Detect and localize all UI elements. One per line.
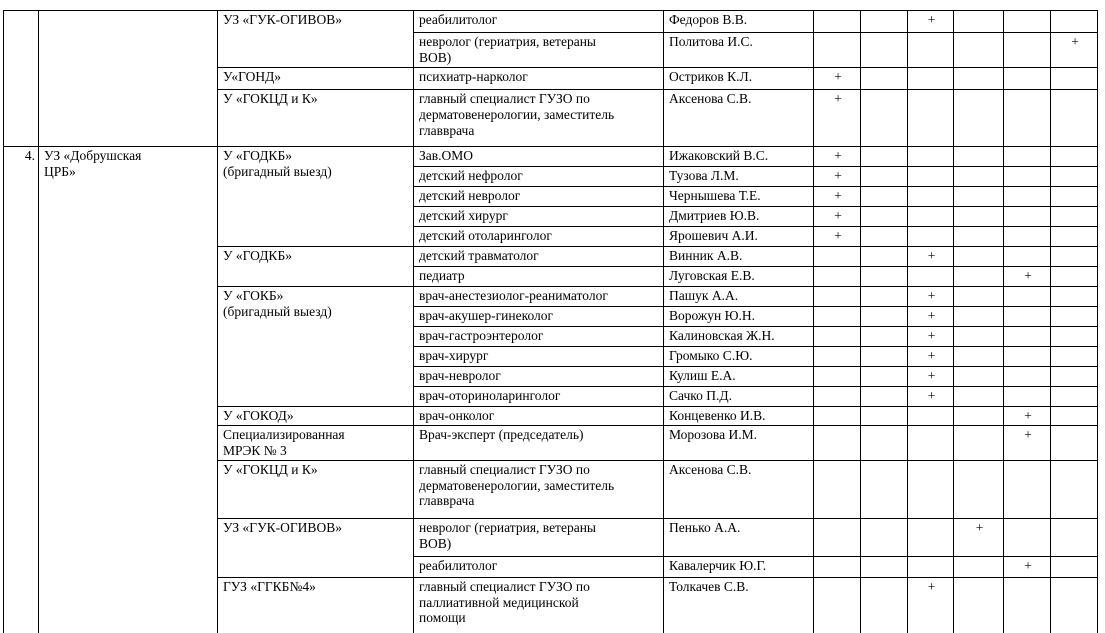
- institution-cell: [218, 425, 414, 460]
- specialist-cell: главный специалист ГУЗО по паллиативной медицинской помощи: [414, 577, 664, 633]
- institution-cell: [218, 89, 414, 146]
- plus-cell-6: [1051, 406, 1098, 425]
- plus-cell-3: +: [908, 346, 954, 366]
- plus-cell-1: +: [814, 89, 861, 146]
- plus-cell-6: [1051, 518, 1098, 556]
- plus-cell-3: +: [908, 286, 954, 306]
- institution-label: У «ГОКБ»: [223, 287, 284, 303]
- specialist-cell: главный специалист ГУЗО по дерматовенерологии, заместитель главврача: [414, 89, 664, 146]
- plus-cell-1: [814, 460, 861, 518]
- plus-cell-6: [1051, 186, 1098, 206]
- plus-cell-6: [1051, 89, 1098, 146]
- institution-label: У «ГОДКБ»: [223, 147, 292, 163]
- plus-cell-2: [861, 460, 908, 518]
- specialist-cell: врач-невролог: [414, 366, 664, 386]
- plus-cell-6: [1051, 166, 1098, 186]
- plus-cell-3: [908, 67, 954, 89]
- plus-cell-3: +: [908, 11, 954, 33]
- name-cell: Сачко П.Д.: [664, 386, 814, 406]
- name-cell: Пашук А.А.: [664, 286, 814, 306]
- institution-cell: [218, 146, 414, 246]
- name-cell: Луговская Е.В.: [664, 266, 814, 286]
- name-cell: Пенько А.А.: [664, 518, 814, 556]
- record-number-cell: 4.: [4, 146, 39, 633]
- plus-cell-5: [1004, 206, 1051, 226]
- institution-cell: [218, 577, 414, 633]
- plus-cell-3: +: [908, 577, 954, 633]
- plus-cell-2: [861, 266, 908, 286]
- institution-label: У «ГОДКБ»: [223, 247, 292, 263]
- plus-cell-3: +: [908, 386, 954, 406]
- plus-cell-4: [954, 246, 1004, 266]
- institution-label: Специализированная: [223, 426, 345, 442]
- specialists-roster-table: [3, 10, 1098, 633]
- plus-cell-1: +: [814, 146, 861, 166]
- plus-cell-6: +: [1051, 33, 1098, 68]
- plus-cell-4: [954, 146, 1004, 166]
- plus-cell-2: [861, 226, 908, 246]
- plus-cell-1: [814, 11, 861, 33]
- plus-cell-5: [1004, 89, 1051, 146]
- name-cell: Дмитриев Ю.В.: [664, 206, 814, 226]
- plus-cell-2: [861, 577, 908, 633]
- plus-cell-2: [861, 67, 908, 89]
- institution-label: (бригадный выезд): [223, 163, 332, 179]
- name-cell: Концевенко И.В.: [664, 406, 814, 425]
- name-cell: Тузова Л.М.: [664, 166, 814, 186]
- institution-label: У«ГОНД»: [223, 68, 282, 84]
- specialist-cell: врач-акушер-гинеколог: [414, 306, 664, 326]
- plus-cell-6: [1051, 146, 1098, 166]
- plus-cell-5: [1004, 186, 1051, 206]
- specialist-cell: врач-гастроэнтеролог: [414, 326, 664, 346]
- plus-cell-1: +: [814, 206, 861, 226]
- name-cell: Политова И.С.: [664, 33, 814, 68]
- plus-cell-3: [908, 89, 954, 146]
- plus-cell-5: [1004, 226, 1051, 246]
- plus-cell-4: [954, 556, 1004, 577]
- plus-cell-6: [1051, 556, 1098, 577]
- plus-cell-5: [1004, 386, 1051, 406]
- specialist-cell: детский хирург: [414, 206, 664, 226]
- plus-cell-2: [861, 286, 908, 306]
- organization-cell: [39, 146, 218, 633]
- plus-cell-3: [908, 518, 954, 556]
- plus-cell-1: [814, 425, 861, 460]
- name-cell: Чернышева Т.Е.: [664, 186, 814, 206]
- plus-cell-1: [814, 366, 861, 386]
- plus-cell-2: [861, 206, 908, 226]
- plus-cell-1: +: [814, 67, 861, 89]
- plus-cell-4: [954, 406, 1004, 425]
- organization-cell-empty: [39, 11, 218, 147]
- plus-cell-5: [1004, 146, 1051, 166]
- plus-cell-1: +: [814, 226, 861, 246]
- plus-cell-1: [814, 386, 861, 406]
- institution-cell: [218, 67, 414, 89]
- plus-cell-2: [861, 33, 908, 68]
- plus-cell-3: [908, 33, 954, 68]
- plus-cell-5: [1004, 577, 1051, 633]
- plus-cell-4: [954, 366, 1004, 386]
- institution-cell: [218, 246, 414, 286]
- plus-cell-4: [954, 186, 1004, 206]
- specialist-cell: врач-оториноларинголог: [414, 386, 664, 406]
- plus-cell-1: [814, 286, 861, 306]
- plus-cell-1: [814, 346, 861, 366]
- plus-cell-5: [1004, 518, 1051, 556]
- organization-label: ЦРБ»: [44, 163, 76, 179]
- plus-cell-4: [954, 425, 1004, 460]
- plus-cell-2: [861, 246, 908, 266]
- plus-cell-3: +: [908, 246, 954, 266]
- plus-cell-4: [954, 67, 1004, 89]
- plus-cell-6: [1051, 425, 1098, 460]
- plus-cell-3: [908, 226, 954, 246]
- plus-cell-4: [954, 326, 1004, 346]
- record-number-cell-empty: [4, 11, 39, 147]
- plus-cell-2: [861, 346, 908, 366]
- plus-cell-1: [814, 326, 861, 346]
- specialist-cell: главный специалист ГУЗО по дерматовенерологии, заместитель главврача: [414, 460, 664, 518]
- plus-cell-4: [954, 306, 1004, 326]
- plus-cell-6: [1051, 346, 1098, 366]
- table-row: [4, 11, 1098, 33]
- plus-cell-4: [954, 89, 1004, 146]
- plus-cell-4: [954, 206, 1004, 226]
- specialist-cell: детский отоларинголог: [414, 226, 664, 246]
- plus-cell-5: [1004, 246, 1051, 266]
- plus-cell-1: [814, 33, 861, 68]
- plus-cell-5: [1004, 366, 1051, 386]
- institution-label: (бригадный выезд): [223, 303, 332, 319]
- name-cell: Винник А.В.: [664, 246, 814, 266]
- name-cell: Ярошевич А.И.: [664, 226, 814, 246]
- plus-cell-1: +: [814, 166, 861, 186]
- plus-cell-6: [1051, 67, 1098, 89]
- plus-cell-6: [1051, 460, 1098, 518]
- plus-cell-4: [954, 577, 1004, 633]
- name-cell: Аксенова С.В.: [664, 460, 814, 518]
- institution-cell: [218, 518, 414, 577]
- plus-cell-2: [861, 556, 908, 577]
- plus-cell-2: [861, 306, 908, 326]
- plus-cell-5: [1004, 67, 1051, 89]
- plus-cell-2: [861, 406, 908, 425]
- plus-cell-5: +: [1004, 406, 1051, 425]
- plus-cell-1: [814, 246, 861, 266]
- specialist-cell: педиатр: [414, 266, 664, 286]
- specialist-cell: детский невролог: [414, 186, 664, 206]
- plus-cell-5: [1004, 306, 1051, 326]
- specialist-cell: Зав.ОМО: [414, 146, 664, 166]
- plus-cell-3: [908, 406, 954, 425]
- plus-cell-5: [1004, 346, 1051, 366]
- plus-cell-1: [814, 556, 861, 577]
- name-cell: Кавалерчик Ю.Г.: [664, 556, 814, 577]
- plus-cell-2: [861, 186, 908, 206]
- plus-cell-1: [814, 406, 861, 425]
- institution-cell: [218, 286, 414, 406]
- specialist-cell: Врач-эксперт (председатель): [414, 425, 664, 460]
- plus-cell-6: [1051, 11, 1098, 33]
- specialist-cell: невролог (гериатрия, ветераны ВОВ): [414, 518, 664, 556]
- name-cell: Толкачев С.В.: [664, 577, 814, 633]
- plus-cell-6: [1051, 366, 1098, 386]
- plus-cell-3: [908, 425, 954, 460]
- specialist-cell: детский нефролог: [414, 166, 664, 186]
- plus-cell-2: [861, 11, 908, 33]
- specialist-cell: реабилитолог: [414, 556, 664, 577]
- plus-cell-6: [1051, 206, 1098, 226]
- name-cell: Ижаковский В.С.: [664, 146, 814, 166]
- specialist-cell: врач-хирург: [414, 346, 664, 366]
- plus-cell-4: [954, 166, 1004, 186]
- institution-cell: [218, 460, 414, 518]
- plus-cell-4: [954, 226, 1004, 246]
- plus-cell-5: [1004, 326, 1051, 346]
- plus-cell-1: [814, 577, 861, 633]
- specialist-cell: врач-анестезиолог-реаниматолог: [414, 286, 664, 306]
- plus-cell-6: [1051, 286, 1098, 306]
- plus-cell-2: [861, 366, 908, 386]
- plus-cell-4: [954, 346, 1004, 366]
- name-cell: Остриков К.Л.: [664, 67, 814, 89]
- institution-label: У «ГОКЦД и К»: [223, 90, 318, 106]
- plus-cell-4: [954, 33, 1004, 68]
- institution-label: МРЭК № 3: [223, 442, 287, 458]
- name-cell: Кулиш Е.А.: [664, 366, 814, 386]
- plus-cell-4: [954, 386, 1004, 406]
- institution-cell: [218, 406, 414, 425]
- plus-cell-6: [1051, 266, 1098, 286]
- plus-cell-4: [954, 460, 1004, 518]
- plus-cell-3: [908, 556, 954, 577]
- plus-cell-3: [908, 166, 954, 186]
- plus-cell-6: [1051, 326, 1098, 346]
- plus-cell-5: [1004, 11, 1051, 33]
- plus-cell-4: [954, 11, 1004, 33]
- name-cell: Калиновская Ж.Н.: [664, 326, 814, 346]
- plus-cell-3: [908, 206, 954, 226]
- institution-label: У «ГОКЦД и К»: [223, 461, 318, 477]
- plus-cell-5: +: [1004, 425, 1051, 460]
- name-cell: Громыко С.Ю.: [664, 346, 814, 366]
- plus-cell-1: [814, 306, 861, 326]
- specialist-cell: детский травматолог: [414, 246, 664, 266]
- institution-cell: [218, 11, 414, 68]
- name-cell: Федоров В.В.: [664, 11, 814, 33]
- plus-cell-5: [1004, 166, 1051, 186]
- plus-cell-5: +: [1004, 556, 1051, 577]
- plus-cell-2: [861, 89, 908, 146]
- institution-label: ГУЗ «ГГКБ№4»: [223, 578, 316, 594]
- plus-cell-4: [954, 286, 1004, 306]
- table-row: [4, 146, 1098, 166]
- plus-cell-6: [1051, 386, 1098, 406]
- plus-cell-5: [1004, 286, 1051, 306]
- plus-cell-2: [861, 166, 908, 186]
- name-cell: Аксенова С.В.: [664, 89, 814, 146]
- plus-cell-6: [1051, 246, 1098, 266]
- plus-cell-1: [814, 266, 861, 286]
- specialist-cell: врач-онколог: [414, 406, 664, 425]
- specialist-cell: реабилитолог: [414, 11, 664, 33]
- plus-cell-1: +: [814, 186, 861, 206]
- plus-cell-2: [861, 386, 908, 406]
- specialist-cell: психиатр-нарколог: [414, 67, 664, 89]
- plus-cell-2: [861, 146, 908, 166]
- plus-cell-3: +: [908, 366, 954, 386]
- plus-cell-3: [908, 266, 954, 286]
- plus-cell-2: [861, 425, 908, 460]
- institution-label: УЗ «ГУК-ОГИВОВ»: [223, 12, 342, 27]
- plus-cell-1: [814, 518, 861, 556]
- plus-cell-5: [1004, 33, 1051, 68]
- plus-cell-5: +: [1004, 266, 1051, 286]
- plus-cell-6: [1051, 577, 1098, 633]
- plus-cell-5: [1004, 460, 1051, 518]
- plus-cell-3: [908, 146, 954, 166]
- name-cell: Ворожун Ю.Н.: [664, 306, 814, 326]
- institution-label: У «ГОКОД»: [223, 407, 294, 423]
- plus-cell-2: [861, 518, 908, 556]
- specialist-cell: невролог (гериатрия, ветераны ВОВ): [414, 33, 664, 68]
- organization-label: УЗ «Добрушская: [44, 147, 142, 163]
- institution-label: УЗ «ГУК-ОГИВОВ»: [223, 519, 342, 535]
- plus-cell-6: [1051, 306, 1098, 326]
- plus-cell-4: [954, 266, 1004, 286]
- plus-cell-4: +: [954, 518, 1004, 556]
- plus-cell-3: +: [908, 306, 954, 326]
- name-cell: Морозова И.М.: [664, 425, 814, 460]
- plus-cell-6: [1051, 226, 1098, 246]
- plus-cell-3: +: [908, 326, 954, 346]
- plus-cell-3: [908, 186, 954, 206]
- plus-cell-2: [861, 326, 908, 346]
- plus-cell-3: [908, 460, 954, 518]
